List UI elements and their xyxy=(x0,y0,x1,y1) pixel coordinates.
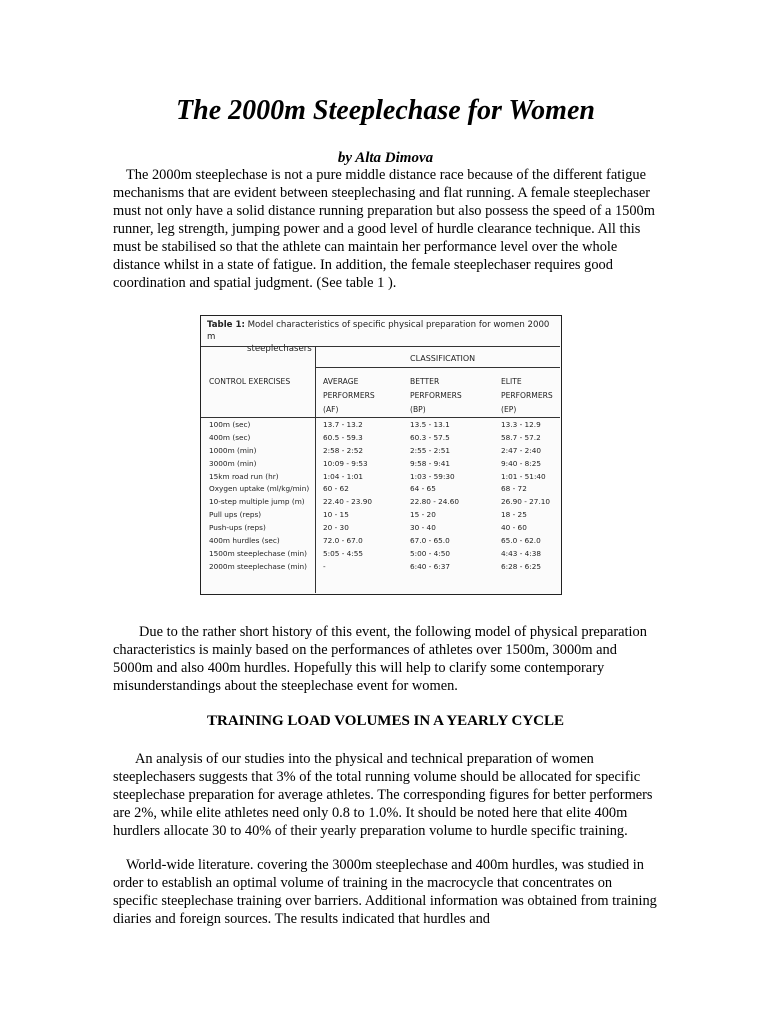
table-row: Oxygen uptake (ml/kg/min) 60 - 62 64 - 65 68 - 72 xyxy=(209,484,527,494)
table-1-figure xyxy=(200,315,562,595)
table-classification-header: CLASSIFICATION xyxy=(410,354,476,363)
table-row: Push-ups (reps) 20 - 30 30 - 40 40 - 60 xyxy=(209,523,527,533)
second-paragraph: Due to the rather short history of this event, the following model of physical preparation characteristics is mainly based on the performances of athletes over 1500m, 3000m and 5000m and also 400m hurdles. Hopefully this will help to clarify some contemporary misunderstandings about the steeplechase event for women. xyxy=(113,624,647,694)
section-heading: TRAINING LOAD VOLUMES IN A YEARLY CYCLE xyxy=(207,713,564,729)
table-row: 400m (sec) 60.5 - 59.3 60.3 - 57.5 58.7 - 57.2 xyxy=(209,432,541,442)
table-header-elite: ELITE PERFORMERS (EP) xyxy=(501,377,553,414)
table-caption-line2: steeplechasers xyxy=(247,344,312,354)
table-row: 3000m (min) 10:09 - 9:53 9:58 - 9:41 9:40 - 8:25 xyxy=(209,458,542,468)
table-row: 400m hurdles (sec) 72.0 - 67.0 67.0 - 65.0 65.0 - 62.0 xyxy=(209,536,541,546)
table-header-average: AVERAGE PERFORMERS (AF) xyxy=(323,377,375,414)
table-caption xyxy=(207,319,557,355)
table-caption-line1: Model characteristics of specific physical preparation for women 2000 m xyxy=(207,320,550,342)
table-row: 2000m steeplechase (min) - 6:40 - 6:37 6:28 - 6:25 xyxy=(209,561,542,571)
table-row: 15km road run (hr) 1:04 - 1:01 1:03 - 59:30 1:01 - 51:40 xyxy=(209,471,546,481)
table-rule-top xyxy=(201,346,560,347)
table-row: 100m (sec) 13.7 - 13.2 13.5 - 13.1 13.3 - 12.9 xyxy=(209,420,541,429)
table-row: 10-step multiple jump (m) 22.40 - 23.90 22.80 - 24.60 26.90 - 27.10 xyxy=(209,497,551,507)
table-body xyxy=(201,419,561,574)
table-row: 1000m (min) 2:58 - 2:52 2:55 - 2:51 2:47 - 2:40 xyxy=(209,445,542,455)
table-header-better: BETTER PERFORMERS (BP) xyxy=(410,377,462,414)
table-header-control-exercises: CONTROL EXERCISES xyxy=(209,377,291,386)
byline: by Alta Dimova xyxy=(337,150,434,166)
fourth-paragraph: World-wide literature. covering the 3000m steeplechase and 400m hurdles, was studied in order to establish an optimal volume of training in the macrocycle that concentrates on specific steeplechase training over barriers. Additional information was obtained from training diaries and foreign sources. The results indicated that hurdles and xyxy=(113,857,657,927)
table-rule-classification xyxy=(315,367,560,368)
intro-paragraph: The 2000m steeplechase is not a pure middle distance race because of the different fatigue mechanisms that are evident between steeplechasing and flat running. A female steeplechaser must not only have a solid distance running preparation but also possess the speed of a 1500m runner, leg strength, jumping power and a good level of hurdle clearance technique. All this must be stabilised so that the athlete can maintain her performance level over the whole distance whilst in a state of fatigue. In addition, the female steeplechaser requires good coordination and spatial judgment. (See table 1 ). xyxy=(113,167,655,291)
table-label: Table 1: xyxy=(207,320,245,330)
table-row: 1500m steeplechase (min) 5:05 - 4:55 5:00 - 4:50 4:43 - 4:38 xyxy=(209,548,542,558)
third-paragraph: An analysis of our studies into the physical and technical preparation of women steeplechasers suggests that 3% of the total running volume should be allocated for specific steeplechase preparation for average athletes. The corresponding figures for better performers are 2%, while elite athletes need only 0.8 to 1.0%. It should be noted here that elite 400m hurdlers allocate 30 to 40% of their yearly preparation volume to hurdle specific training. xyxy=(113,751,653,839)
table-rule-header xyxy=(201,417,560,418)
table-row: Pull ups (reps) 10 - 15 15 - 20 18 - 25 xyxy=(209,510,527,520)
document-title: The 2000m Steeplechase for Women xyxy=(176,95,595,126)
